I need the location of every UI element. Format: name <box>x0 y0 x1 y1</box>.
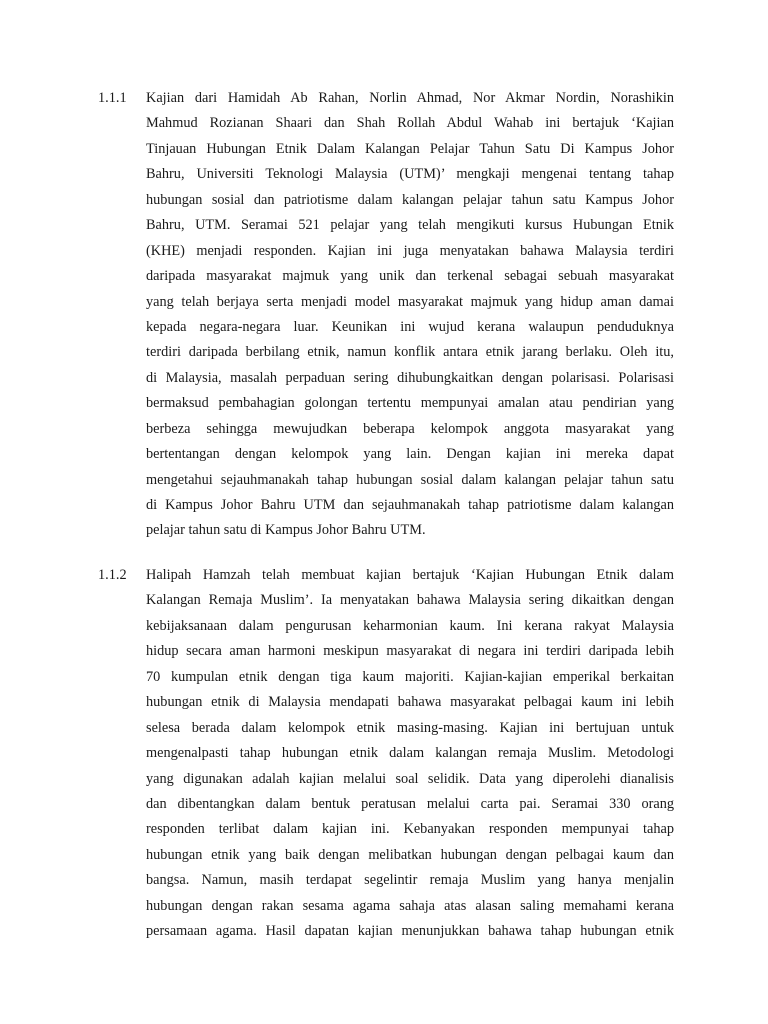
text-line: mengetahui sejauhmanakah tahap hubungan sosial dalam kalangan pelajar tahun satu <box>146 471 674 488</box>
text-line: Kalangan Remaja Muslim’. Ia menyatakan bahawa Malaysia sering dikaitkan dengan <box>146 592 674 609</box>
text-line: bangsa. Namun, masih terdapat segelintir remaja Muslim yang hanya menjalin <box>146 872 674 889</box>
text-line: hubungan sosial dan patriotisme dalam kalangan pelajar tahun satu Kampus Johor <box>146 191 674 208</box>
text-line: yang telah berjaya serta menjadi model masyarakat majmuk yang hidup aman damai <box>146 293 674 310</box>
section-number: 1.1.2 <box>98 567 127 583</box>
text-line: Halipah Hamzah telah membuat kajian bertajuk ‘Kajian Hubungan Etnik dalam <box>146 567 674 583</box>
text-line: hidup secara aman harmoni meskipun masyarakat di negara ini terdiri daripada lebih <box>146 643 674 660</box>
text-line: bermaksud pembahagian golongan tertentu mempunyai amalan atau pendirian yang <box>146 395 674 412</box>
text-line: kepada negara-negara luar. Keunikan ini wujud kerana walaupun penduduknya <box>146 318 674 335</box>
text-line: 70 kumpulan etnik dengan tiga kaum majoriti. Kajian-kajian emperikal berkaitan <box>146 668 674 685</box>
text-line: berbeza sehingga mewujudkan beberapa kelompok anggota masyarakat yang <box>146 420 674 437</box>
text-line: Bahru, Universiti Teknologi Malaysia (UTM)’ mengkaji mengenai tentang tahap <box>146 166 674 183</box>
text-line: hubungan etnik di Malaysia mendapati bahawa masyarakat pelbagai kaum ini lebih <box>146 694 674 711</box>
text-line: daripada masyarakat majmuk yang unik dan terkenal sebagai sebuah masyarakat <box>146 268 674 285</box>
text-line: Bahru, UTM. Seramai 521 pelajar yang telah mengikuti kursus Hubungan Etnik <box>146 217 674 234</box>
text-line: terdiri daripada berbilang etnik, namun konflik antara etnik jarang berlaku. Oleh itu, <box>146 344 674 361</box>
text-line: mengenalpasti tahap hubungan etnik dalam kalangan remaja Muslim. Metodologi <box>146 745 674 762</box>
text-line: selesa berada dalam kelompok etnik masing-masing. Kajian ini bertujuan untuk <box>146 719 674 736</box>
text-line: persamaan agama. Hasil dapatan kajian menunjukkan bahawa tahap hubungan etnik <box>146 923 674 940</box>
text-line: dan dibentangkan dalam bentuk peratusan melalui carta pai. Seramai 330 orang <box>146 795 674 812</box>
text-line: pelajar tahun satu di Kampus Johor Bahru UTM. <box>146 522 426 539</box>
text-line: Tinjauan Hubungan Etnik Dalam Kalangan Pelajar Tahun Satu Di Kampus Johor <box>146 140 674 157</box>
text-line: responden terlibat dalam kajian ini. Kebanyakan responden mempunyai tahap <box>146 821 674 838</box>
section-number: 1.1.1 <box>98 90 127 106</box>
text-line: hubungan etnik yang baik dengan melibatkan hubungan dengan pelbagai kaum dan <box>146 846 674 863</box>
text-line: Mahmud Rozianan Shaari dan Shah Rollah Abdul Wahab ini bertajuk ‘Kajian <box>146 115 674 132</box>
paragraph <box>146 563 674 945</box>
text-line: kebijaksanaan dalam pengurusan keharmonian kaum. Ini kerana rakyat Malaysia <box>146 617 674 634</box>
text-line: yang digunakan adalah kajian melalui soal selidik. Data yang diperolehi dianalisis <box>146 770 674 787</box>
text-line: Kajian dari Hamidah Ab Rahan, Norlin Ahmad, Nor Akmar Nordin, Norashikin <box>146 90 674 106</box>
paragraph <box>146 86 674 544</box>
text-line: bertentangan dengan kelompok yang lain. Dengan kajian ini mereka dapat <box>146 446 674 463</box>
text-line: di Kampus Johor Bahru UTM dan sejauhmanakah tahap patriotisme dalam kalangan <box>146 497 674 513</box>
text-line: (KHE) menjadi responden. Kajian ini juga menyatakan bahawa Malaysia terdiri <box>146 242 674 259</box>
text-line: hubungan dengan rakan sesama agama sahaja atas alasan saling memahami kerana <box>146 897 674 914</box>
text-line: di Malaysia, masalah perpaduan sering dihubungkaitkan dengan polarisasi. Polarisasi <box>146 369 674 386</box>
